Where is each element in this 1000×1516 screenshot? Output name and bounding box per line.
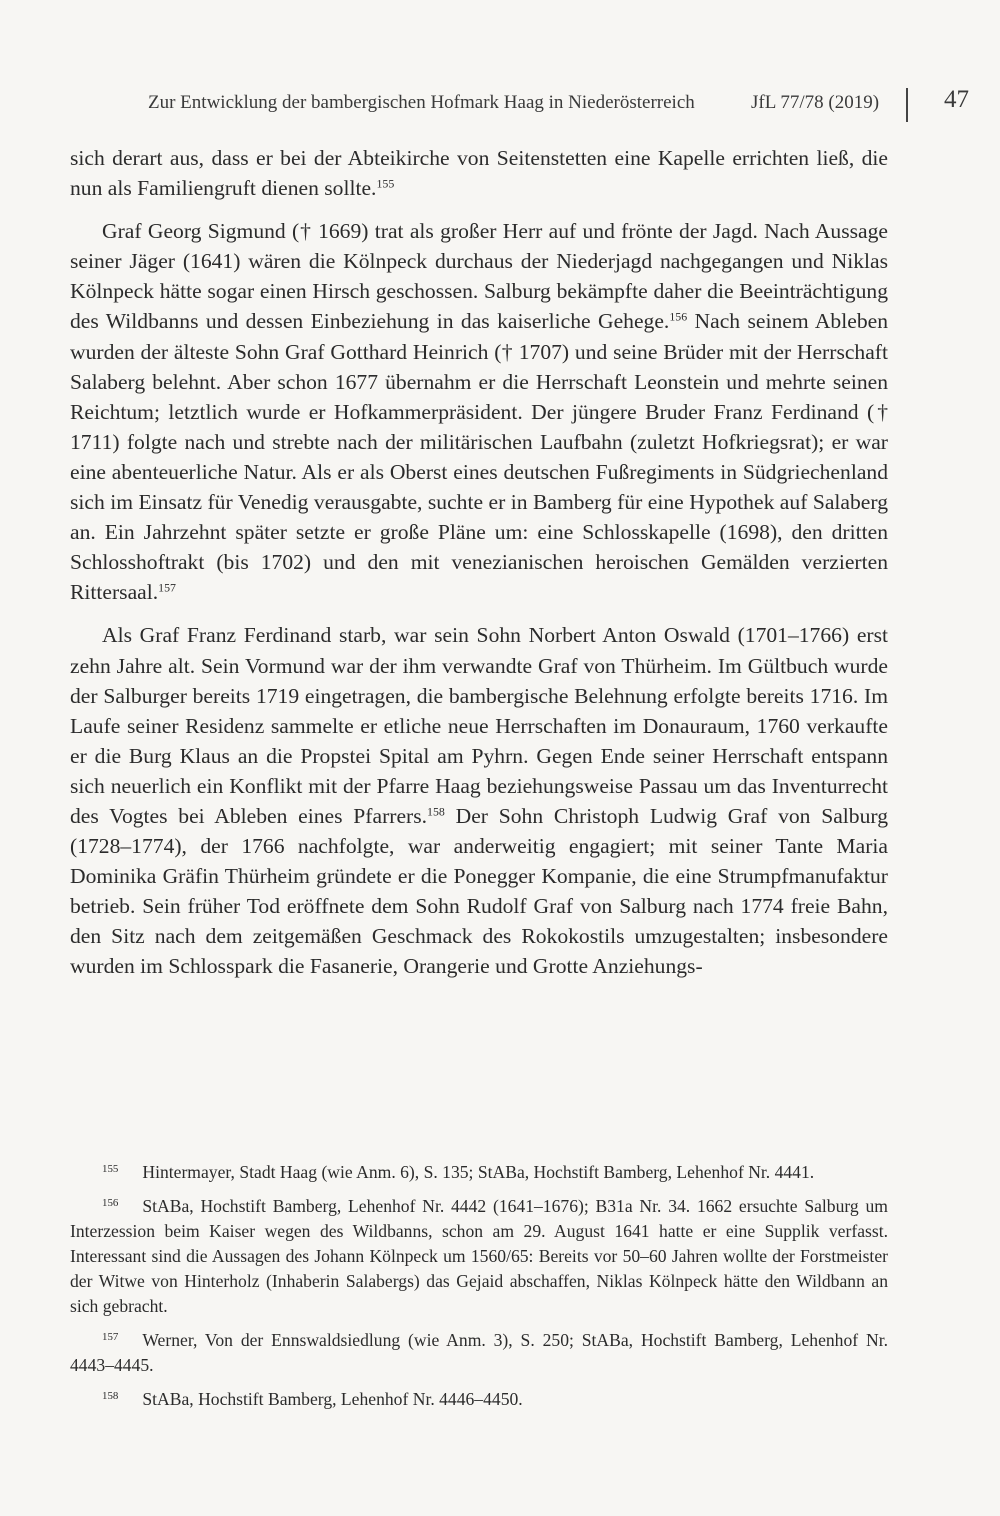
running-title: Zur Entwicklung der bambergischen Hofmark Haag in Niederösterreich <box>148 92 695 113</box>
footnote-number: 155 <box>102 1163 119 1175</box>
footnote-155 <box>70 1160 888 1185</box>
footnote-ref-155[interactable]: 155 <box>376 176 395 191</box>
footnote-158 <box>70 1387 888 1412</box>
paragraph-text: Graf Georg Sigmund († 1669) trat als großer Herr auf und frönte der Jagd. Nach Aussage seiner Jäger (1641) wären die Kölnpeck durchaus der Niederjagd nachgegangen und Niklas Kölnpeck hätte sogar einen Hirsch geschossen. Salburg bekämpfte daher die Beeinträchtigung des Wildbanns und dessen Einbeziehung in das kaiserliche Gehege. <box>70 219 888 334</box>
footnote-text: StABa, Hochstift Bamberg, Lehenhof Nr. 4446–4450. <box>142 1389 523 1409</box>
journal-reference: JfL 77/78 (2019) <box>751 92 880 113</box>
paragraph-3 <box>70 620 888 981</box>
paragraph-1 <box>70 143 888 203</box>
main-text <box>70 143 888 982</box>
paragraph-text: Der Sohn Christoph Ludwig Graf von Salburg (1728–1774), der 1766 nachfolgte, war anderweitig engagiert; mit seiner Tante Maria Dominika Gräfin Thürheim gründete er die Ponegger Kompanie, die eine Strumpfmanufaktur betrieb. Sein früher Tod eröffnete dem Sohn Rudolf Graf von Salburg nach 1774 freie Bahn, den Sitz nach dem zeitgemäßen Geschmack des Rokokostils umzugestalten; insbesondere wurden im Schlosspark die Fasanerie, Orangerie und Grotte Anziehungs- <box>70 803 889 979</box>
header-divider <box>906 88 908 122</box>
footnote-157 <box>70 1328 888 1378</box>
page-header <box>0 88 1000 124</box>
footnote-number: 157 <box>102 1331 119 1343</box>
footnote-ref-158[interactable]: 158 <box>427 804 445 819</box>
footnote-text: Hintermayer, Stadt Haag (wie Anm. 6), S. 135; StABa, Hochstift Bamberg, Lehenhof Nr. 4441. <box>142 1162 815 1182</box>
footnote-ref-156[interactable]: 156 <box>669 309 688 324</box>
footnote-text: StABa, Hochstift Bamberg, Lehenhof Nr. 4442 (1641–1676); B31a Nr. 34. 1662 ersuchte Salburg um Interzession beim Kaiser wegen des Wildbanns, schon am 29. August 1641 hatte er eine Supplik verfasst. Interessant sind die Aussagen des Johann Kölnpeck um 1560/65: Bereits vor 50–60 Jahren wollte der Forstmeister der Witwe von Hinterholz (Inhaberin Salabergs) das Gejaid abschaffen, Niklas Kölnpeck hätte den Wildbann an sich gebracht. <box>70 1196 888 1316</box>
paragraph-text: Nach seinem Ableben wurden der älteste Sohn Graf Gotthard Heinrich († 1707) und seine Brüder mit der Herrschaft Salaberg belehnt. Aber schon 1677 übernahm er die Herrschaft Leonstein und mehrte seinen Reichtum; letztlich wurde er Hofkammerpräsident. Der jüngere Bruder Franz Ferdinand († 1711) folgte nach und strebte nach der militärischen Laufbahn (zuletzt Hofkriegsrat); er war eine abenteuerliche Natur. Als er als Oberst eines deutschen Fußregiments in Südgriechenland sich im Einsatz für Venedig verausgabte, suchte er in Bamberg für eine Hypothek auf Salaberg an. Ein Jahrzehnt später setzte er große Pläne um: eine Schlosskapelle (1698), den dritten Schlosshoftrakt (bis 1702) und den mit venezianischen heroischen Gemälden verzierten Rittersaal. <box>70 309 888 605</box>
footnote-number: 156 <box>102 1197 119 1209</box>
footnote-text: Werner, Von der Ennswaldsiedlung (wie Anm. 3), S. 250; StABa, Hochstift Bamberg, Lehenhof Nr. 4443–4445. <box>70 1330 888 1375</box>
paragraph-text: Als Graf Franz Ferdinand starb, war sein Sohn Norbert Anton Oswald (1701–1766) erst zehn Jahre alt. Sein Vormund war der ihm verwandte Graf von Thürheim. Im Gültbuch wurde der Salburger bereits 1719 eingetragen, die bambergische Belehnung erfolgte bereits 1716. Im Laufe seiner Residenz sammelte er etliche neue Herrschaften im Donauraum, 1760 verkaufte er die Burg Klaus an die Propstei Spital am Pyhrn. Gegen Ende seiner Herrschaft entspann sich neuerlich ein Konflikt mit der Pfarre Haag beziehungsweise Passau um das Inventurrecht des Vogtes bei Ableben eines Pfarrers. <box>70 623 888 828</box>
paragraph-text: sich derart aus, dass er bei der Abteikirche von Seitenstetten eine Kapelle errichten ließ, die nun als Familiengruft dienen sollte. <box>70 146 888 201</box>
footnote-ref-157[interactable]: 157 <box>158 580 176 595</box>
footnote-number: 158 <box>102 1390 119 1402</box>
paragraph-2 <box>70 216 888 607</box>
footnotes <box>70 1160 888 1421</box>
page-number: 47 <box>944 86 969 113</box>
footnote-156 <box>70 1194 888 1319</box>
